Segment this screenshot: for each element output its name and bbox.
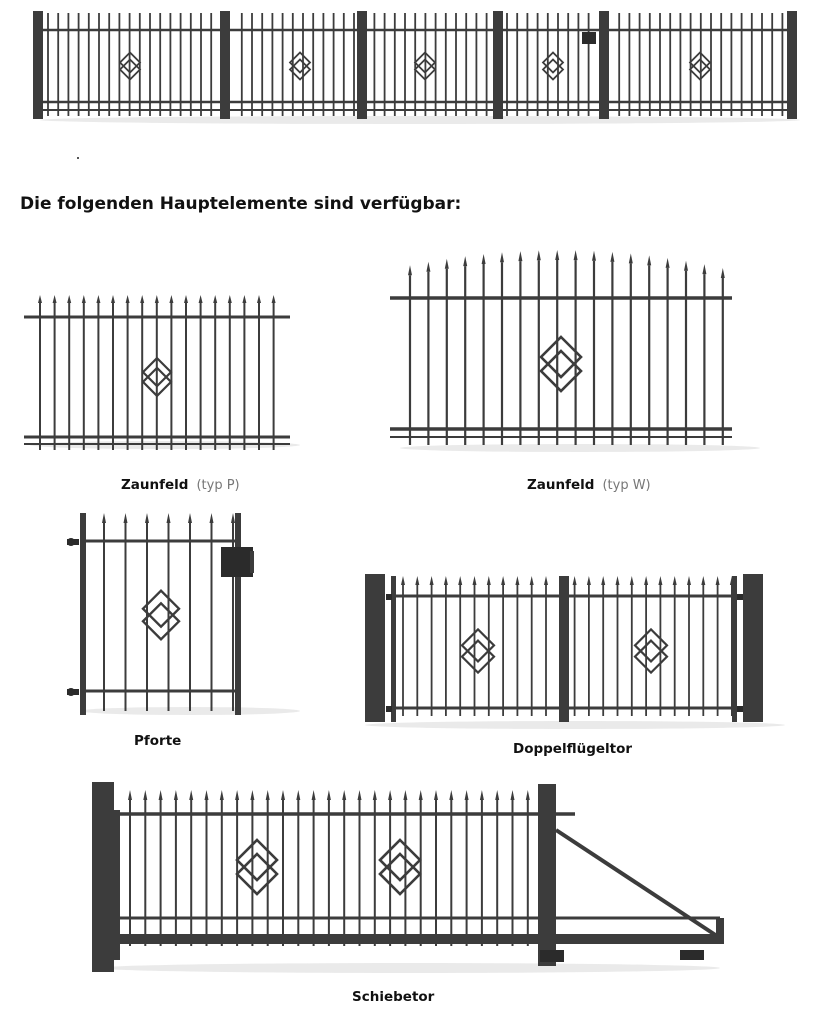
fence-panel-type-p-image [0, 280, 300, 460]
fence-panel-type-w-image [380, 240, 750, 460]
caption-panel-w-type: (typ W) [602, 478, 651, 493]
caption-double-gate: Doppelflügeltor [513, 741, 633, 757]
caption-single-gate: Pforte [134, 733, 182, 749]
double-gate-image [355, 560, 785, 730]
caption-sliding-gate: Schiebetor [352, 989, 435, 1005]
sliding-gate-image [80, 770, 760, 980]
caption-panel-p [121, 477, 240, 493]
dot-mark [77, 157, 79, 159]
caption-panel-w [527, 477, 651, 493]
single-gate-image [55, 505, 305, 725]
caption-panel-p-name: Zaunfeld [121, 477, 189, 493]
caption-panel-w-name: Zaunfeld [527, 477, 595, 493]
caption-panel-p-type: (typ P) [196, 478, 240, 493]
fence-overview-image [0, 0, 825, 140]
section-heading: Die folgenden Hauptelemente sind verfügbar: [20, 194, 462, 214]
